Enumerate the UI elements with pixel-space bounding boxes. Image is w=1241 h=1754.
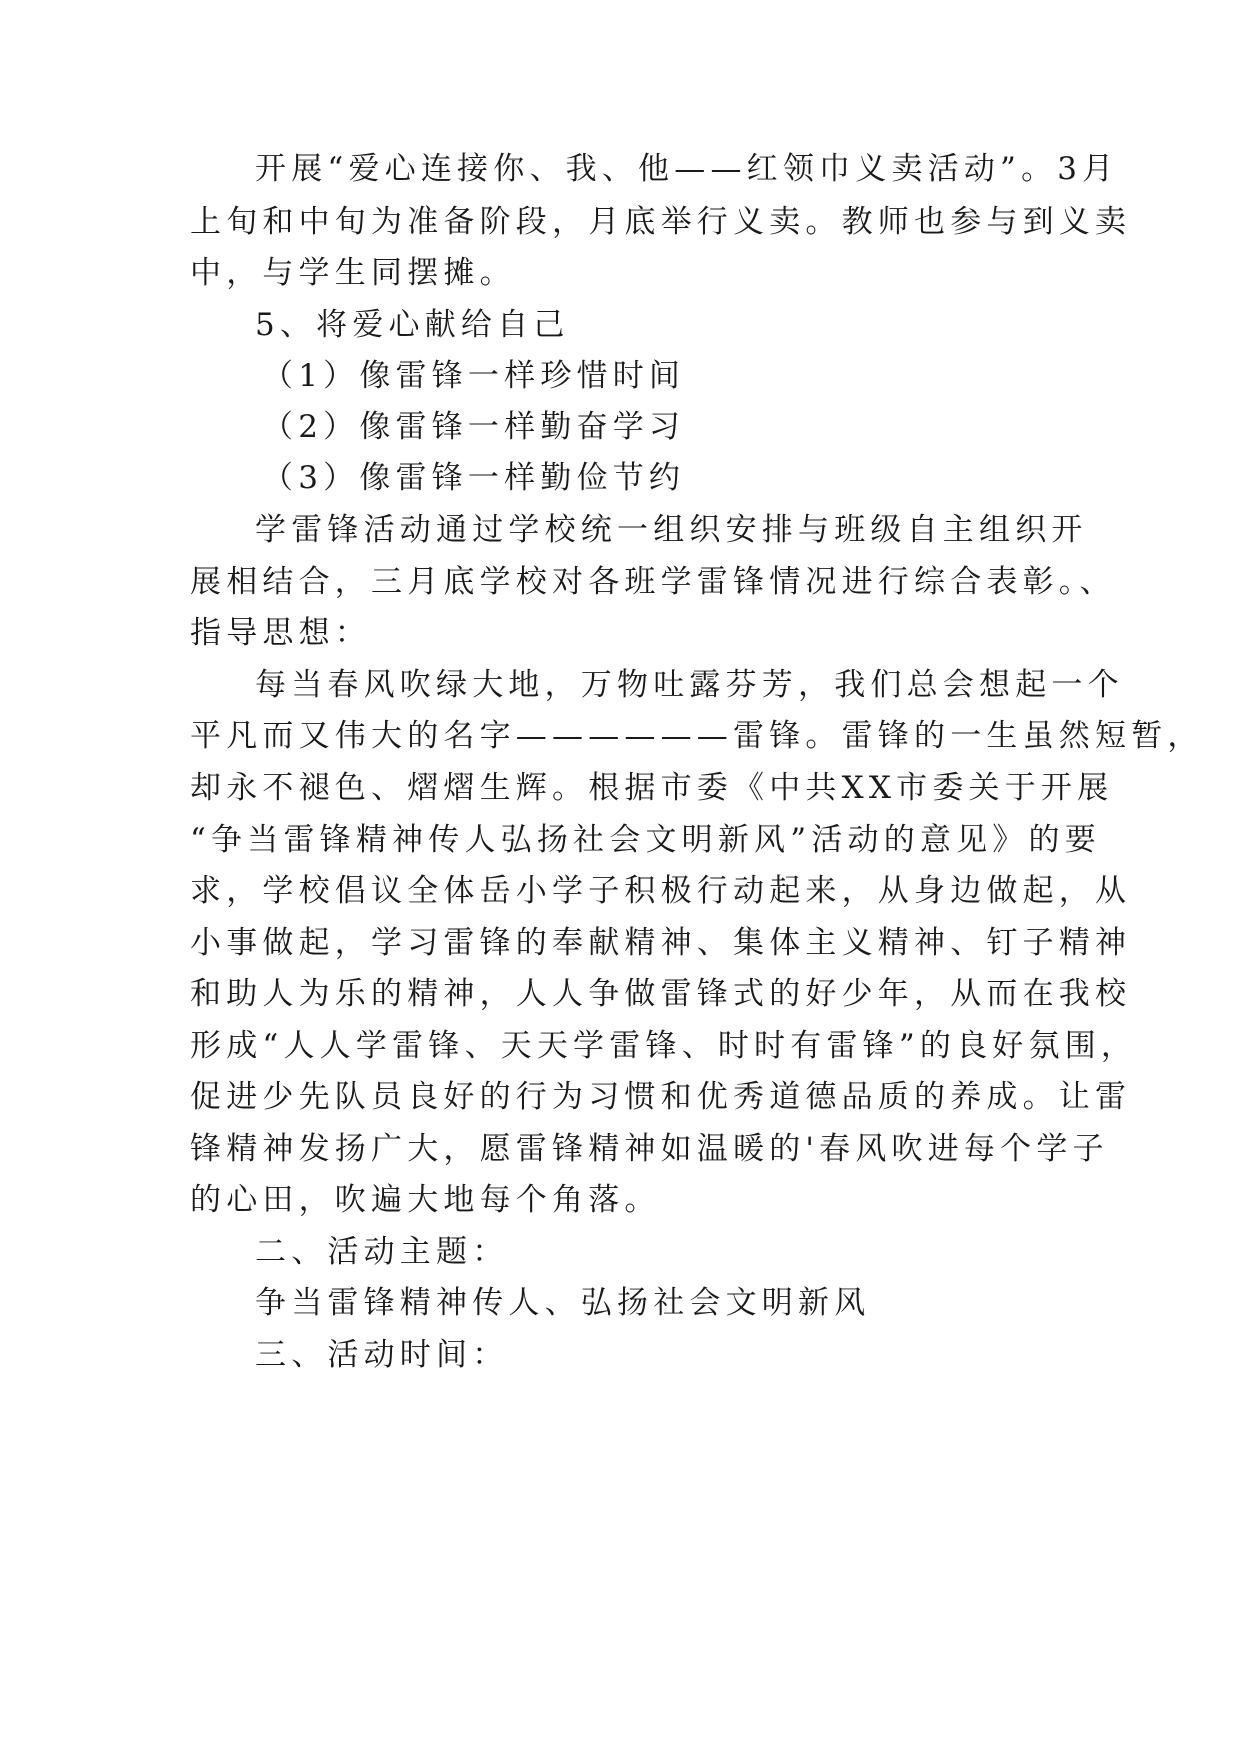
paragraph-line: 促进少先队员良好的行为习惯和优秀道德品质的养成。让雷	[190, 1079, 1132, 1115]
paragraph-line: 和助人为乐的精神，人人争做雷锋式的好少年，从而在我校	[190, 976, 1132, 1012]
list-item: （1）像雷锋一样珍惜时间	[262, 358, 686, 394]
paragraph-line: 每当春风吹绿大地，万物吐露芬芳，我们总会想起一个	[255, 667, 1124, 703]
paragraph-line: 学雷锋活动通过学校统一组织安排与班级自主组织开	[255, 512, 1088, 548]
paragraph-line: 小事做起，学习雷锋的奉献精神、集体主义精神、钉子精神	[190, 925, 1132, 961]
paragraph-line: 却永不褪色、熠熠生辉。根据市委《中共XX市委关于开展	[190, 770, 1114, 806]
paragraph-line: 锋精神发扬广大，愿雷锋精神如温暖的'春风吹进每个学子	[190, 1131, 1109, 1167]
paragraph-line: 开展“爱心连接你、我、他——红领巾义卖活动”。3月	[255, 151, 1119, 187]
section-heading: 三、活动时间：	[255, 1337, 509, 1373]
list-item: （2）像雷锋一样勤奋学习	[262, 409, 686, 445]
paragraph-line: 形成“人人学雷锋、天天学雷锋、时时有雷锋”的良好氛围，	[190, 1028, 1138, 1064]
section-heading: 二、活动主题：	[255, 1234, 509, 1270]
paragraph-line: 的心田，吹遍大地每个角落。	[190, 1182, 661, 1218]
paragraph-line: 争当雷锋精神传人、弘扬社会文明新风	[255, 1285, 871, 1321]
list-item: （3）像雷锋一样勤俭节约	[262, 460, 686, 496]
paragraph-line: 求，学校倡议全体岳小学子积极行动起来，从身边做起，从	[190, 873, 1132, 909]
paragraph-line: 中，与学生同摆摊。	[190, 255, 516, 291]
section-heading: 指导思想：	[190, 615, 371, 651]
paragraph-line: 上旬和中旬为准备阶段，月底举行义卖。教师也参与到义卖	[190, 204, 1132, 240]
paragraph-line: 平凡而又伟大的名字——————雷锋。雷锋的一生虽然短暂，	[190, 718, 1204, 754]
paragraph-line: “争当雷锋精神传人弘扬社会文明新风”活动的意见》的要	[190, 822, 1101, 858]
paragraph-line: 展相结合，三月底学校对各班学雷锋情况进行综合表彰。、	[190, 564, 1116, 600]
list-heading: 5、将爱心献给自己	[255, 307, 570, 343]
